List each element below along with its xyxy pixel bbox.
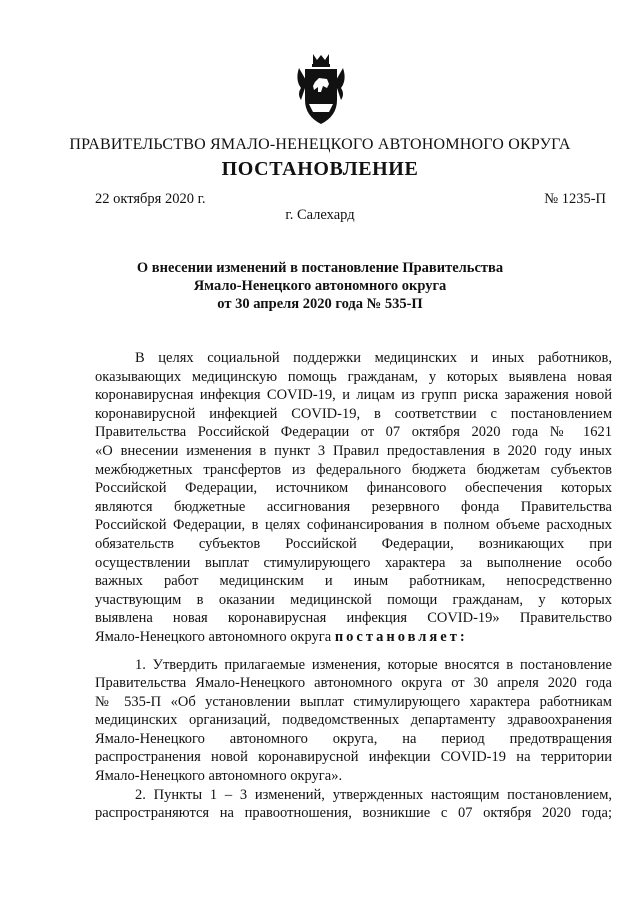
text-line: осуществлении выплат стимулирующего характера за выполнение особо [95, 554, 612, 571]
document-type: ПОСТАНОВЛЕНИЕ [221, 158, 419, 180]
text-line: коронавирусная инфекция COVID-19, и лицам из групп риска заражения новой [95, 387, 612, 404]
text-line: Ямало-Ненецкого автономного округа». [95, 768, 343, 785]
subject-line: Ямало-Ненецкого автономного округа [193, 278, 447, 294]
text-line: медицинских организаций, подведомственных департаменту здравоохранения [95, 712, 612, 729]
item-2-paragraph [95, 786, 612, 823]
item-1-paragraph [95, 656, 612, 786]
preamble-paragraph [95, 349, 612, 647]
text-line: Российской Федерации, источником финансового обеспечения которых [95, 480, 612, 497]
text-line: Правительства Российской Федерации от 07 октября 2020 года № 1621 [95, 424, 612, 441]
document-date: 22 октября 2020 г. [95, 191, 206, 207]
document-body [95, 349, 612, 823]
text-line: коронавирусной инфекцией COVID-19, в соответствии с постановлением [95, 405, 612, 422]
text-line: участвующим в оказании медицинской помощи гражданам, у которых [95, 591, 612, 608]
text-line: распространения новой коронавирусной инфекции COVID-19 на территории [95, 749, 612, 766]
coat-of-arms-emblem [293, 52, 349, 128]
subject-line: О внесении изменений в постановление Правительства [136, 260, 504, 276]
text-line: № 535-П «Об установлении выплат стимулирующего характера работникам [95, 693, 612, 710]
text-line: В целях социальной поддержки медицинских и иных работников, [135, 350, 612, 366]
text-line: важных работ медицинским и иным работникам, непосредственно [95, 573, 612, 590]
text-line: оказывающих медицинскую помощь гражданам, у которых выявлена новая [95, 368, 612, 385]
text-line: «О внесении изменения в пункт 3 Правил предоставления в 2020 году иных [95, 442, 612, 459]
organization-title: ПРАВИТЕЛЬСТВО ЯМАЛО-НЕНЕЦКОГО АВТОНОМНОГО ОКРУГА [69, 136, 571, 153]
text-line: 1. Утвердить прилагаемые изменения, которые вносятся в постановление [135, 656, 612, 673]
subject-line: от 30 апреля 2020 года № 535-П [217, 296, 423, 312]
text-line: межбюджетных трансфертов из федерального бюджета бюджетам субъектов [95, 461, 612, 478]
text-line: являются бюджетные ассигнования резервного фонда Правительства [95, 498, 612, 515]
text-line: 2. Пункты 1 – 3 изменений, утвержденных настоящим постановлением, [135, 786, 612, 803]
text-line: обязательств субъектов Российской Федерации, возникающих при [95, 535, 612, 552]
text-line: Российской Федерации, в целях софинансирования в полном объеме расходных [95, 517, 612, 534]
text-line: распространяются на правоотношения, возникшие с 07 октября 2020 года; [95, 805, 612, 822]
text-line: выявлена новая коронавирусная инфекция COVID-19» Правительство [95, 610, 612, 627]
preamble-final-text: Ямало-Ненецкого автономного округа [95, 628, 332, 645]
text-line: Ямало-Ненецкого автономного округа, на период предотвращения [95, 730, 612, 747]
text-line: Правительства Ямало-Ненецкого автономного округа от 30 апреля 2020 года [95, 675, 612, 692]
resolves-word: постановляет: [334, 628, 468, 645]
document-subject [0, 259, 640, 313]
document-number: № 1235-П [544, 191, 606, 207]
text-line [95, 628, 612, 647]
document-city: г. Салехард [285, 207, 355, 223]
